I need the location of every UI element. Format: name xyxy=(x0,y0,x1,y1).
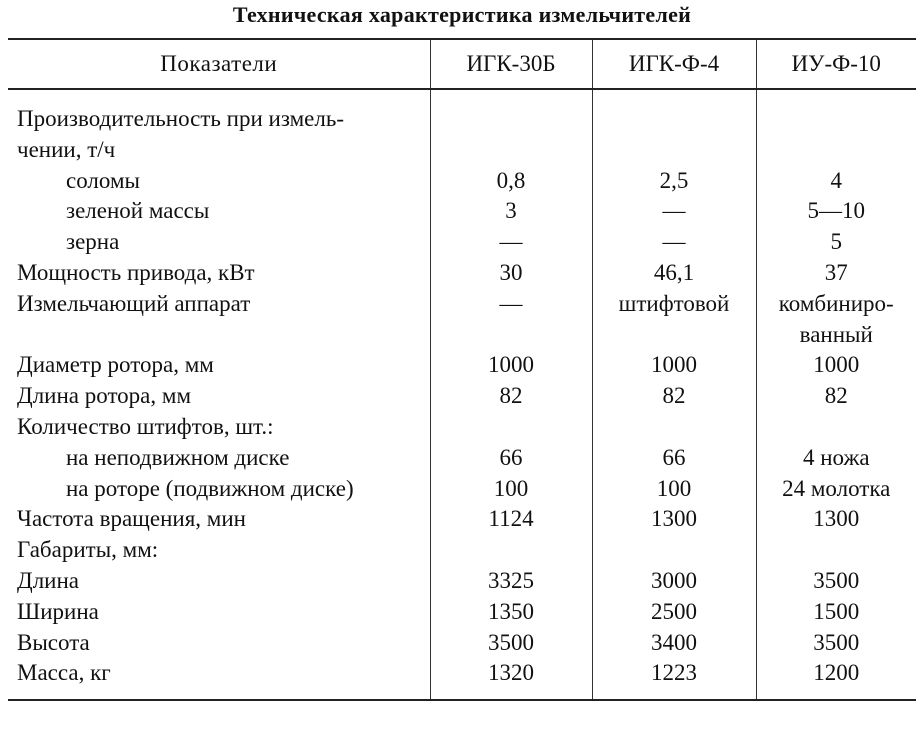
header-iu-f-10: ИУ-Ф-10 xyxy=(756,39,916,89)
header-igk-30b: ИГК-30Б xyxy=(430,39,592,89)
table-row xyxy=(8,289,916,351)
row-label: на неподвижном диске xyxy=(66,444,290,470)
row-value-2: — xyxy=(592,227,756,258)
row-value-3: 5 xyxy=(756,227,916,258)
row-value-2: 46,1 xyxy=(592,258,756,289)
table-row xyxy=(8,597,916,628)
row-label: Измельчающий аппарат xyxy=(17,290,251,316)
row-value-3: 82 xyxy=(756,381,916,412)
row-value-1: 3500 xyxy=(430,628,592,659)
row-value-2: 1000 xyxy=(592,350,756,381)
row-label: Длина ротора, мм xyxy=(17,383,192,409)
row-label: Диаметр ротора, мм xyxy=(17,352,214,378)
row-value-3: 1200 xyxy=(756,658,916,700)
row-value-3: 4 ножа xyxy=(756,443,916,474)
row-value-1: — xyxy=(430,289,592,351)
row-value-2 xyxy=(592,412,756,443)
row-value-3: 24 молотка xyxy=(756,474,916,505)
row-value-2: — xyxy=(592,196,756,227)
row-value-2: 1300 xyxy=(592,504,756,535)
row-label: Мощность привода, кВт xyxy=(17,259,255,285)
row-label: Ширина xyxy=(17,598,99,624)
row-value-2: 3000 xyxy=(592,566,756,597)
row-value-3: 3500 xyxy=(756,566,916,597)
table-row xyxy=(8,412,916,443)
row-value-1: 66 xyxy=(430,443,592,474)
table-row xyxy=(8,628,916,659)
table-row xyxy=(8,566,916,597)
row-label: Габариты, мм: xyxy=(17,537,159,563)
row-label: зеленой массы xyxy=(66,198,210,224)
row-value-1: 3 xyxy=(430,196,592,227)
row-value-3: 1500 xyxy=(756,597,916,628)
row-value-2: 82 xyxy=(592,381,756,412)
table-row xyxy=(8,258,916,289)
row-value-1: 1350 xyxy=(430,597,592,628)
row-label: на роторе (подвижном диске) xyxy=(66,475,354,501)
row-value-1: 100 xyxy=(430,474,592,505)
row-value-2: 2500 xyxy=(592,597,756,628)
table-row xyxy=(8,166,916,197)
table-body xyxy=(8,89,916,700)
row-value-3 xyxy=(756,412,916,443)
row-label: Масса, кг xyxy=(8,658,430,700)
row-value-2: 3400 xyxy=(592,628,756,659)
row-value-1: 1000 xyxy=(430,350,592,381)
specs-table xyxy=(8,38,916,701)
row-value-1: 1124 xyxy=(430,504,592,535)
table-row xyxy=(8,443,916,474)
table-row xyxy=(8,504,916,535)
row-label: Высота xyxy=(17,629,90,655)
row-value-1: 1320 xyxy=(430,658,592,700)
table-row xyxy=(8,658,916,700)
row-label: зерна xyxy=(66,229,120,255)
row-value-2: штифтовой xyxy=(592,289,756,351)
row-value-3: 1300 xyxy=(756,504,916,535)
header-indicators: Показатели xyxy=(8,39,430,89)
row-value-1: 82 xyxy=(430,381,592,412)
row-value-3: 4 xyxy=(756,166,916,197)
row-value-2: 66 xyxy=(592,443,756,474)
row-value-2: 100 xyxy=(592,474,756,505)
row-value-3: 1000 xyxy=(756,350,916,381)
row-value-2: 2,5 xyxy=(592,166,756,197)
row-label: Количество штифтов, шт.: xyxy=(17,413,274,439)
row-label: соломы xyxy=(66,167,140,193)
table-row xyxy=(8,89,916,166)
row-value-3: комбиниро- ванный xyxy=(756,289,916,351)
table-row xyxy=(8,381,916,412)
row-value-2 xyxy=(592,535,756,566)
row-value-1: 30 xyxy=(430,258,592,289)
row-label: Производительность при измель- чении, т/ч xyxy=(17,106,344,162)
row-value-1: 0,8 xyxy=(430,166,592,197)
table-title: Техническая характеристика измельчителей xyxy=(232,2,692,27)
row-label: Длина xyxy=(17,567,79,593)
row-value-3: 37 xyxy=(756,258,916,289)
row-value-1 xyxy=(430,412,592,443)
row-value-1: — xyxy=(430,227,592,258)
row-value-3 xyxy=(756,535,916,566)
row-value-2 xyxy=(592,89,756,166)
row-value-1 xyxy=(430,89,592,166)
table-row xyxy=(8,350,916,381)
row-value-1: 3325 xyxy=(430,566,592,597)
row-value-2: 1223 xyxy=(592,658,756,700)
table-row xyxy=(8,227,916,258)
row-value-3: 5—10 xyxy=(756,196,916,227)
table-row xyxy=(8,535,916,566)
table-row xyxy=(8,474,916,505)
header-igk-f-4: ИГК-Ф-4 xyxy=(592,39,756,89)
table-row xyxy=(8,196,916,227)
row-value-3 xyxy=(756,89,916,166)
row-value-3: 3500 xyxy=(756,628,916,659)
header-row xyxy=(8,39,916,89)
row-label: Частота вращения, мин xyxy=(17,506,246,532)
row-value-1 xyxy=(430,535,592,566)
